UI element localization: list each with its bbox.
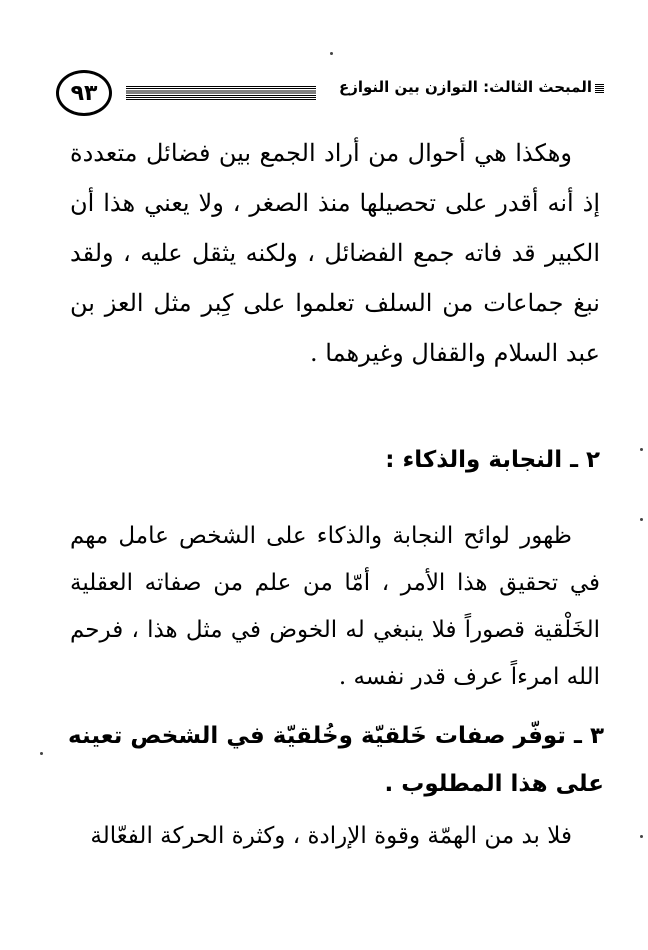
scan-speck [640, 835, 643, 838]
scan-speck [640, 518, 643, 521]
heading-3: ٣ ـ توفّر صفات خَلقيّة وخُلقيّة في الشخص تعينه على هذا المطلوب . [68, 723, 604, 797]
paragraph-2: ظهور لوائح النجابة والذكاء على الشخص عامل مهم في تحقيق هذا الأمر ، أمّا من علم من صفاته العقلية الخَلْقية قصوراً فلا ينبغي له الخوض في مثل هذا ، فرحم الله امرءاً عرف قدر نفسه . [70, 523, 600, 690]
paragraph-1: وهكذا هي أحوال من أراد الجمع بين فضائل متعددة إذ أنه أقدر على تحصيلها منذ الصغر ، ولا يعني هذا أن الكبير قد فاته جمع الفضائل ، ولكنه يثقل عليه ، ولقد نبغ جماعات من السلف تعلموا على كِبر مثل العز بن عبد السلام والقفال وغيرهما . [70, 139, 600, 367]
section-1 [70, 128, 600, 378]
heading-2: ٢ ـ النجابة والذكاء : [385, 447, 600, 474]
scan-speck [640, 448, 643, 451]
header-rule [126, 86, 316, 100]
scan-speck [330, 52, 333, 55]
running-title: المبحث الثالث: التوازن بين النوازع [338, 78, 592, 96]
page-header [48, 64, 604, 124]
header-ornament-icon [595, 84, 604, 93]
paragraph-3: فلا بد من الهمّة وقوة الإرادة ، وكثرة الحركة الفعّالة [90, 823, 572, 849]
page-number: ٩٣ [56, 70, 112, 116]
scan-speck [40, 752, 43, 755]
